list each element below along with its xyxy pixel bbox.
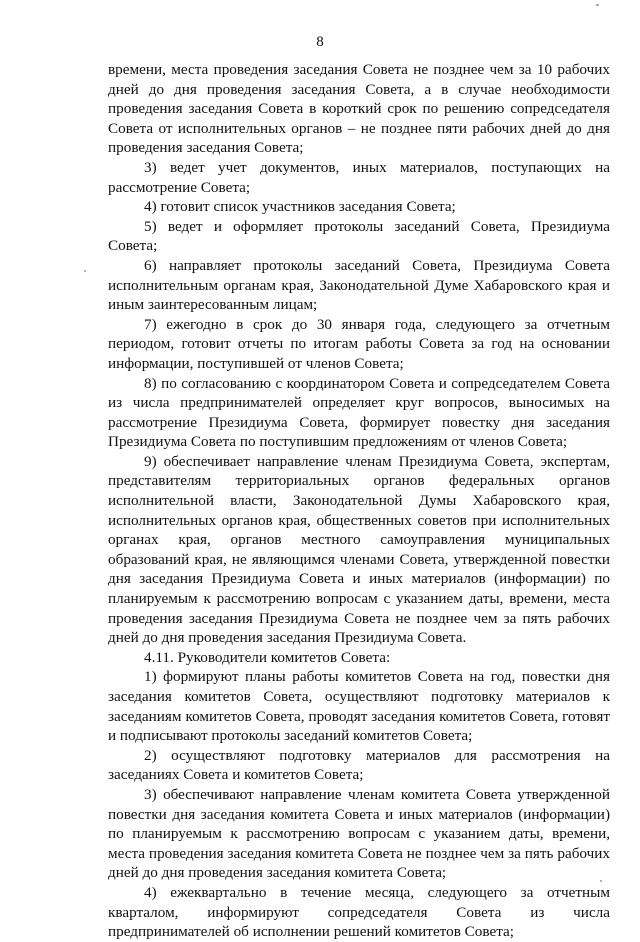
paragraph-item-3: 3) ведет учет документов, иных материалов, поступающих на рассмотрение Совета; (108, 158, 610, 196)
scan-speck-top (596, 4, 599, 6)
paragraph-item-5: 5) ведет и оформляет протоколы заседаний Совета, Президиума Совета; (108, 217, 610, 255)
paragraph-item-7: 7) ежегодно в срок до 30 января года, следующего за отчетным периодом, готовит отчеты по итогам работы Совета за год на основании информации, поступившей от членов Совета; (108, 315, 610, 372)
paragraph-item-4: 4) готовит список участников заседания Совета; (144, 198, 456, 216)
paragraph-committee-item-3: 3) обеспечивают направление членам комитета Совета утвержденной повестки дня заседания комитета Совета и иных материалов (информации) по планируемым к рассмотрению вопросам с указанием даты, времени, места проведения заседания комитета Совета не позднее чем за пять рабочих дней до дня проведения заседания комитета Совета; (108, 785, 610, 882)
paragraph-committee-item-1: 1) формируют планы работы комитетов Совета на год, повестки дня заседания комитетов Совета, осуществляют подготовку материалов к заседаниям комитетов Совета, проводят заседания комитетов Совета, готовят и подписывают протоколы заседаний комитетов Совета; (108, 668, 610, 745)
paragraph-item-8: 8) по согласованию с координатором Совета и сопредседателем Совета из числа предпринимателей определяет круг вопросов, выносимых на рассмотрение Президиума Совета, формирует повестку дня заседания Президиума Совета по поступившим предложениям от членов Совета; (108, 374, 610, 451)
scan-speck-left (84, 270, 86, 272)
scan-speck-bottom (600, 880, 602, 882)
paragraph-committee-item-2: 2) осуществляют подготовку материалов для рассмотрения на заседаниях Совета и комитетов Совета; (108, 746, 610, 784)
document-body (108, 60, 610, 942)
paragraph-continuation: времени, места проведения заседания Совета не позднее чем за 10 рабочих дней до дня проведения заседания Совета, а в случае необходимости проведения заседания Совета в короткий срок по решению сопредседателя Совета от исполнительных органов – не позднее пяти рабочих дней до дня проведения заседания Совета; (108, 61, 610, 157)
section-heading-4-11: 4.11. Руководители комитетов Совета: (144, 648, 391, 666)
paragraph-committee-item-4: 4) ежеквартально в течение месяца, следующего за отчетным кварталом, информируют сопредседателя Совета из числа предпринимателей об исполнении решений комитетов Совета; (108, 883, 610, 941)
page-number: 8 (316, 34, 324, 50)
paragraph-item-9: 9) обеспечивает направление членам Президиума Совета, экспертам, представителям территориальных органов федеральных органов исполнительной власти, Законодательной Думы Хабаровского края, исполнительных органов края, общественных советов при исполнительных органах края, органов местного самоуправления муниципальных образований края, не являющимся членами Совета, утвержденной повестки дня заседания Президиума Совета и иных материалов (информации) по планируемым к рассмотрению вопросам с указанием даты, времени, места проведения заседания Президиума Совета не позднее чем за пять рабочих дней до дня проведения заседания Президиума Совета. (108, 452, 610, 647)
paragraph-item-6: 6) направляет протоколы заседаний Совета, Президиума Совета исполнительным органам края, Законодательной Думе Хабаровского края и иным заинтересованным лицам; (108, 256, 610, 314)
